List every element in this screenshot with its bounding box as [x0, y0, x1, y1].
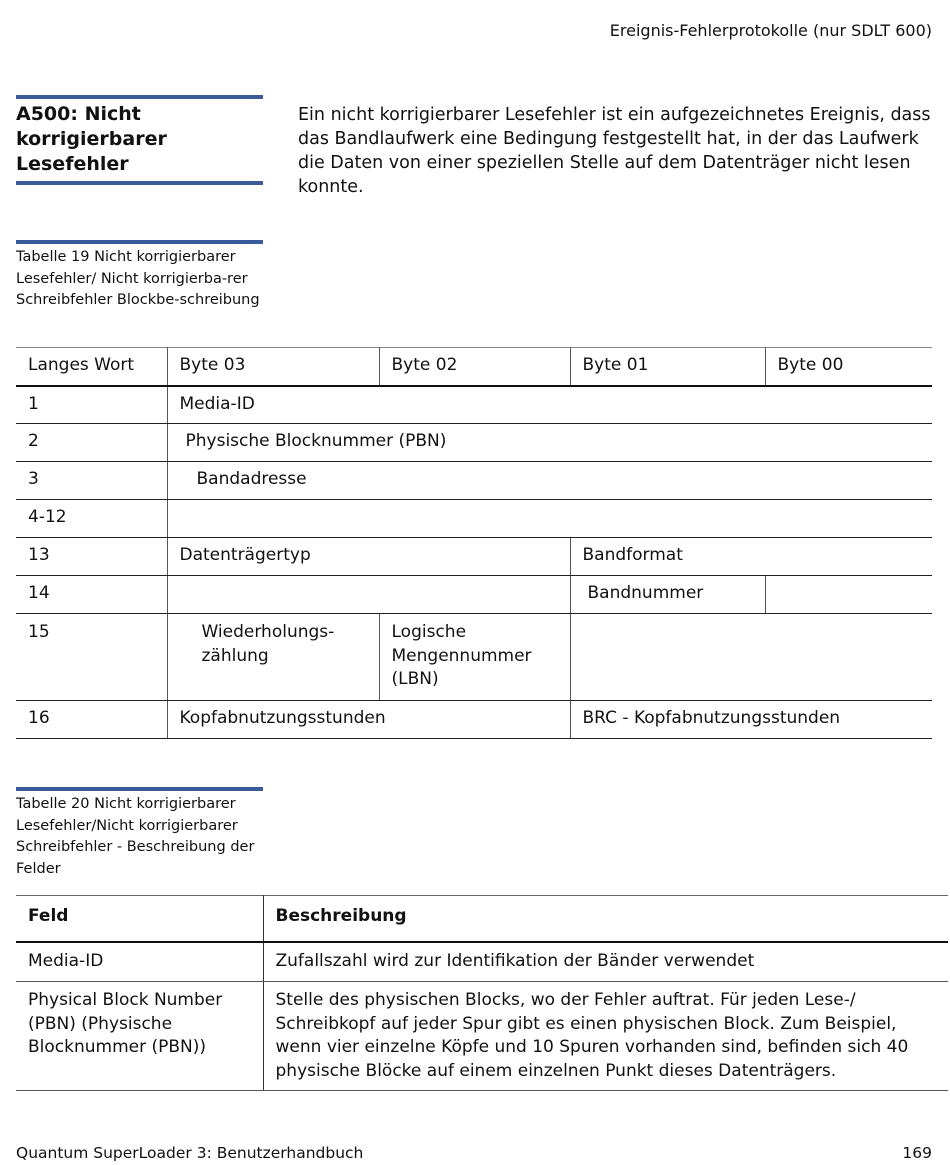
- header-cell: Byte 03: [167, 348, 379, 386]
- caption-rule-table19: [16, 240, 263, 244]
- block-description-table: [16, 347, 932, 739]
- word-cell: 4-12: [16, 500, 167, 538]
- table-row: [16, 424, 932, 462]
- table-header-row: [16, 896, 948, 942]
- table-row: [16, 982, 948, 1091]
- field-cell: [765, 576, 932, 614]
- table19-caption: Tabelle 19 Nicht korrigierbarer Lesefehler/ Nicht korrigierba-rer Schreibfehler Blockbe-schreibung: [16, 249, 260, 308]
- header-cell: Langes Wort: [16, 348, 167, 386]
- table-row: [16, 701, 932, 739]
- caption-rule-table20: [16, 787, 263, 791]
- field-name-cell: Physical Block Number (PBN) (Physische Blocknummer (PBN)): [16, 982, 263, 1091]
- field-cell: [570, 614, 932, 701]
- word-cell: 14: [16, 576, 167, 614]
- header-cell: Feld: [16, 896, 263, 942]
- field-cell: Logische Mengennummer (LBN): [379, 614, 570, 701]
- word-cell: 16: [16, 701, 167, 739]
- table-row: [16, 576, 932, 614]
- field-cell: Bandnummer: [570, 576, 765, 614]
- word-cell: 2: [16, 424, 167, 462]
- page-number: 169: [902, 1144, 932, 1162]
- field-cell: Bandadresse: [167, 462, 932, 500]
- table-row: [16, 942, 948, 982]
- field-cell: Wiederholungs-zählung: [167, 614, 379, 701]
- heading-rule-top: [16, 95, 263, 99]
- field-cell: [167, 500, 932, 538]
- word-cell: 15: [16, 614, 167, 701]
- running-head: Ereignis-Fehlerprotokolle (nur SDLT 600): [609, 21, 932, 40]
- field-cell: BRC - Kopfabnutzungsstunden: [570, 701, 932, 739]
- header-cell: Byte 02: [379, 348, 570, 386]
- description-cell: Stelle des physischen Blocks, wo der Fehler auftrat. Für jeden Lese-/ Schreibkopf auf jeder Spur gibt es einen physischen Block. Zum Beispiel, wenn vier einzelne Köpfe und 10 Spuren vorhanden sind, befinden sich 40 physische Blöcke auf einem einzelnen Punkt dieses Datenträgers.: [263, 982, 948, 1091]
- description-cell: Zufallszahl wird zur Identifikation der Bänder verwendet: [263, 942, 948, 982]
- field-cell: Datenträgertyp: [167, 538, 570, 576]
- field-cell: Physische Blocknummer (PBN): [167, 424, 932, 462]
- field-cell: [167, 576, 570, 614]
- field-cell: Kopfabnutzungsstunden: [167, 701, 570, 739]
- table-row: [16, 386, 932, 424]
- header-cell: Beschreibung: [263, 896, 948, 942]
- word-cell: 13: [16, 538, 167, 576]
- word-cell: 1: [16, 386, 167, 424]
- table-row: [16, 614, 932, 701]
- field-cell: Bandformat: [570, 538, 932, 576]
- table20-caption: Tabelle 20 Nicht korrigierbarer Lesefehler/Nicht korrigierbarer Schreibfehler - Beschreibung der Felder: [16, 796, 255, 877]
- word-cell: 3: [16, 462, 167, 500]
- field-description-table: [16, 895, 948, 1091]
- table-row: [16, 538, 932, 576]
- table-row: [16, 500, 932, 538]
- footer-title: Quantum SuperLoader 3: Benutzerhandbuch: [16, 1144, 364, 1162]
- section-title: A500: Nicht korrigierbarer Lesefehler: [16, 103, 167, 175]
- field-name-cell: Media-ID: [16, 942, 263, 982]
- intro-paragraph: Ein nicht korrigierbarer Lesefehler ist ein aufgezeichnetes Ereignis, dass das Bandlaufwerk eine Bedingung festgestellt hat, in der das Laufwerk die Daten von einer speziellen Stelle auf dem Datenträger nicht lesen konnte.: [298, 105, 931, 197]
- header-cell: Byte 00: [765, 348, 932, 386]
- field-cell: Media-ID: [167, 386, 932, 424]
- header-cell: Byte 01: [570, 348, 765, 386]
- heading-rule-bottom: [16, 181, 263, 185]
- table-header-row: [16, 348, 932, 386]
- table-row: [16, 462, 932, 500]
